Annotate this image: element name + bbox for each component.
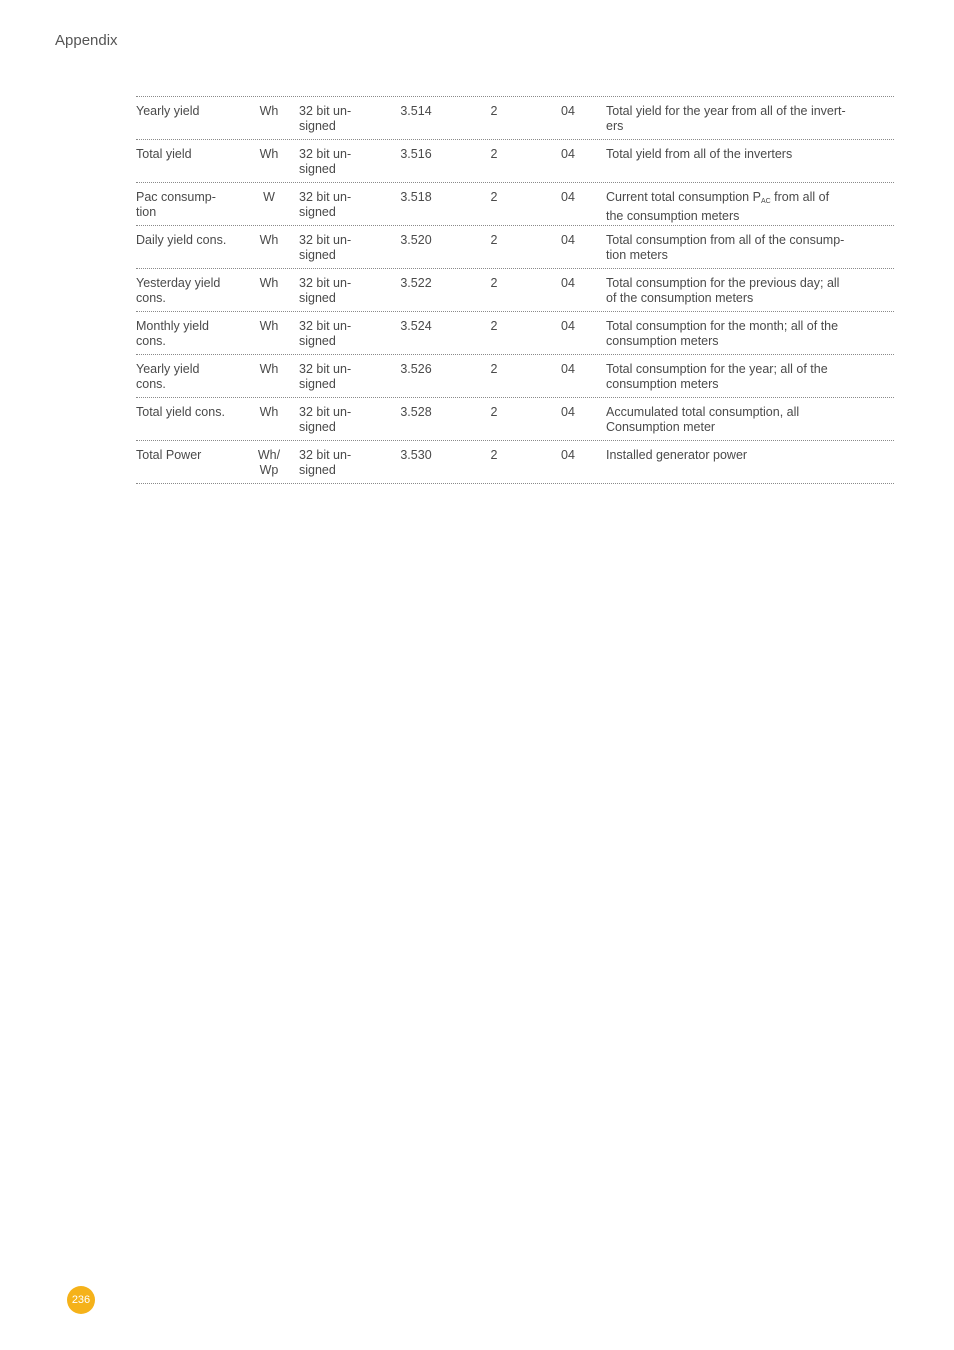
function-code: 04 — [561, 405, 575, 419]
register-address: 3.518 — [400, 190, 432, 204]
register-name: Total yield cons. — [136, 405, 225, 419]
register-address: 3.530 — [400, 448, 432, 462]
register-address: 3.522 — [400, 276, 432, 290]
register-description: Total consumption from all of the consump- tion meters — [606, 233, 845, 262]
register-description: Total yield from all of the inverters — [606, 147, 793, 161]
function-code: 04 — [561, 104, 575, 118]
register-name: Total Power — [136, 448, 202, 462]
function-code: 04 — [561, 233, 575, 247]
function-code: 04 — [561, 190, 575, 204]
register-type: 32 bit un- signed — [299, 190, 352, 219]
register-unit: Wh — [259, 104, 279, 118]
register-type: 32 bit un- signed — [299, 104, 352, 133]
register-description: Current total consumption $P_{AC}$ from all of the consumption meters — [606, 190, 830, 223]
register-unit: Wh — [259, 276, 279, 290]
register-unit: Wh/ Wp — [257, 448, 281, 477]
function-code: 04 — [561, 147, 575, 161]
register-count: 2 — [490, 276, 498, 290]
register-name: Monthly yield cons. — [136, 319, 209, 348]
register-count: 2 — [490, 104, 498, 118]
register-name: Yesterday yield cons. — [136, 276, 221, 305]
table-row — [136, 226, 894, 269]
section-title: Appendix — [55, 32, 118, 49]
subscript-ac: AC — [760, 198, 771, 205]
register-address: 3.516 — [400, 147, 432, 161]
function-code: 04 — [561, 276, 575, 290]
register-count: 2 — [490, 233, 498, 247]
table-row — [136, 441, 894, 484]
register-unit: W — [263, 190, 275, 204]
register-name: Yearly yield cons. — [136, 362, 200, 391]
register-table — [136, 96, 894, 484]
register-unit: Wh — [259, 362, 279, 376]
table-row — [136, 398, 894, 441]
register-name: Pac consump- tion — [136, 190, 216, 219]
register-count: 2 — [490, 147, 498, 161]
table-row — [136, 269, 894, 312]
register-count: 2 — [490, 319, 498, 333]
register-description: Installed generator power — [606, 448, 748, 462]
register-unit: Wh — [259, 147, 279, 161]
function-code: 04 — [561, 319, 575, 333]
register-type: 32 bit un- signed — [299, 405, 352, 434]
register-type: 32 bit un- signed — [299, 233, 352, 262]
register-count: 2 — [490, 448, 498, 462]
function-code: 04 — [561, 362, 575, 376]
register-name: Daily yield cons. — [136, 233, 227, 247]
register-unit: Wh — [259, 405, 279, 419]
register-type: 32 bit un- signed — [299, 147, 352, 176]
table-row — [136, 97, 894, 140]
page-number-badge: 236 — [67, 1286, 95, 1314]
register-unit: Wh — [259, 319, 279, 333]
register-description: Total consumption for the year; all of the consumption meters — [606, 362, 828, 391]
table-row — [136, 312, 894, 355]
register-address: 3.528 — [400, 405, 432, 419]
table-row — [136, 140, 894, 183]
register-description: Total consumption for the previous day; all of the consumption meters — [606, 276, 840, 305]
register-description: Accumulated total consumption, all Consumption meter — [606, 405, 800, 434]
register-address: 3.524 — [400, 319, 432, 333]
register-type: 32 bit un- signed — [299, 319, 352, 348]
register-address: 3.526 — [400, 362, 432, 376]
register-address: 3.514 — [400, 104, 432, 118]
register-name: Total yield — [136, 147, 192, 161]
register-description: Total yield for the year from all of the invert- ers — [606, 104, 846, 133]
register-address: 3.520 — [400, 233, 432, 247]
table-row — [136, 355, 894, 398]
register-type: 32 bit un- signed — [299, 362, 352, 391]
register-count: 2 — [490, 190, 498, 204]
function-code: 04 — [561, 448, 575, 462]
register-type: 32 bit un- signed — [299, 448, 352, 477]
register-count: 2 — [490, 362, 498, 376]
register-description: Total consumption for the month; all of the consumption meters — [606, 319, 839, 348]
register-name: Yearly yield — [136, 104, 200, 118]
register-unit: Wh — [259, 233, 279, 247]
register-count: 2 — [490, 405, 498, 419]
table-row — [136, 183, 894, 226]
register-type: 32 bit un- signed — [299, 276, 352, 305]
